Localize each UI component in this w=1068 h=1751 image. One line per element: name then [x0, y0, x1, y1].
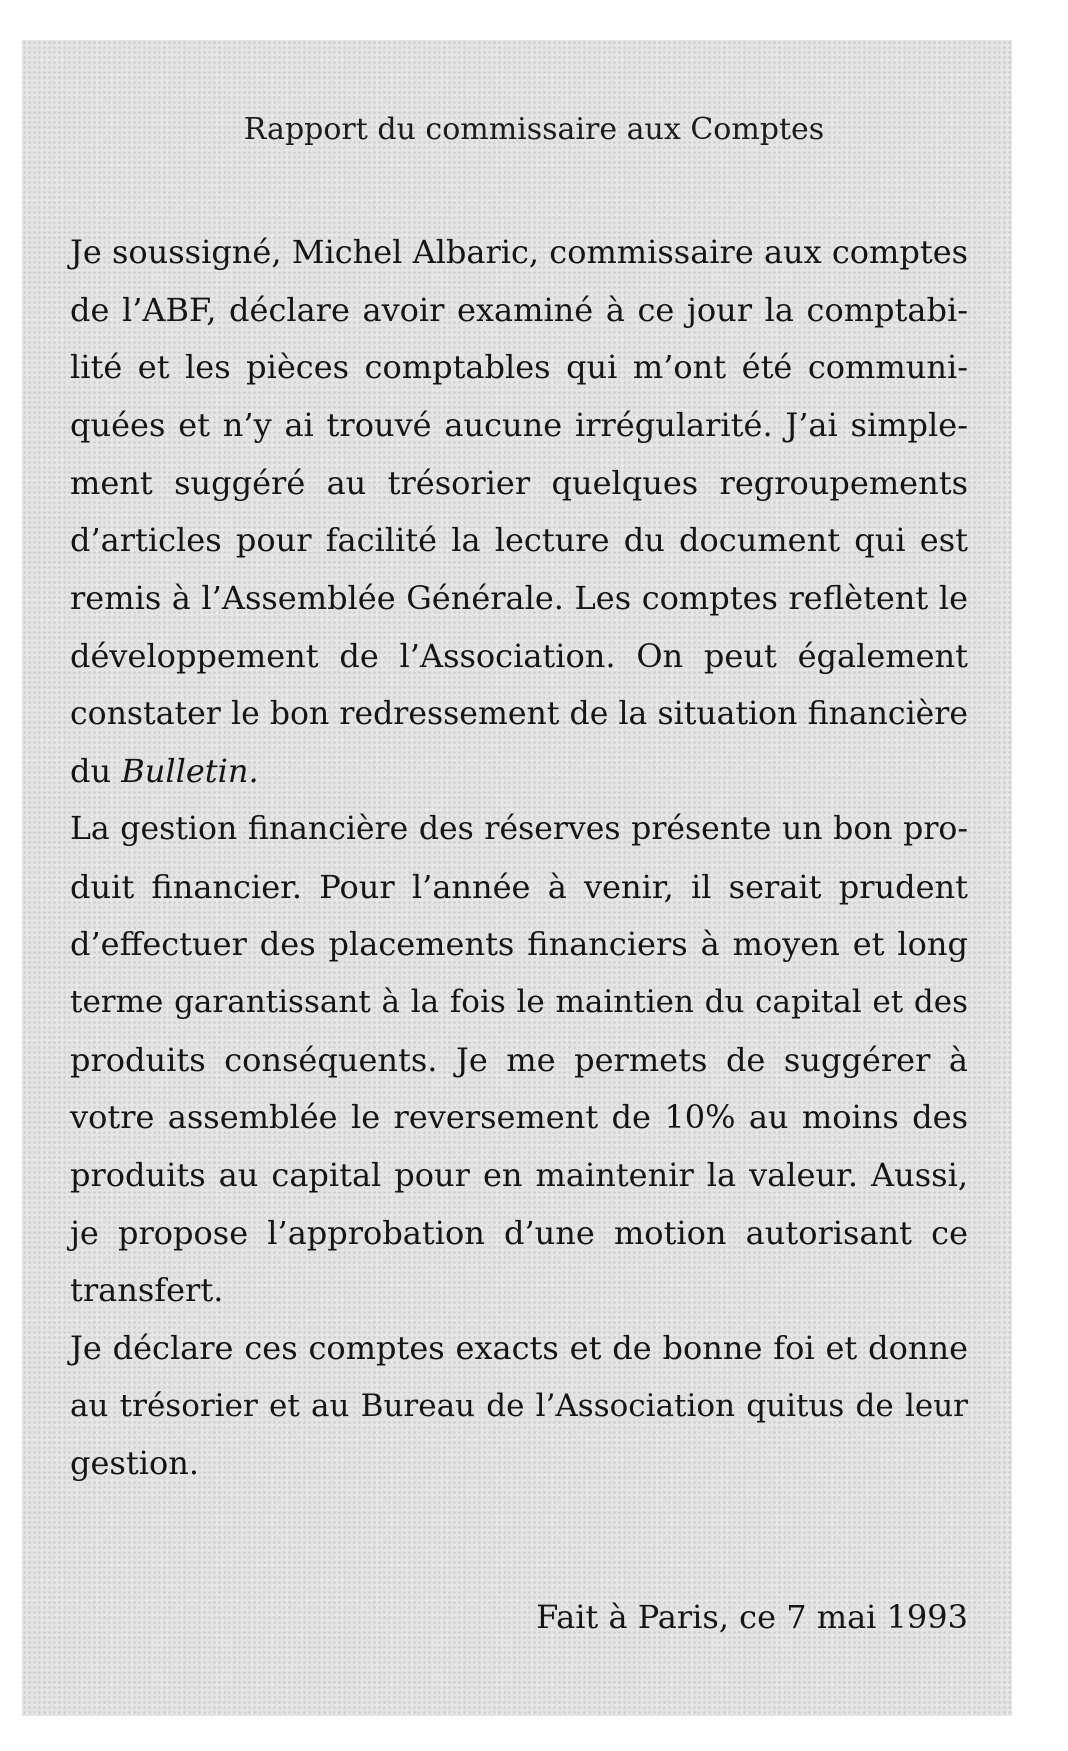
paragraph-2-line-1: La gestion financière des réserves présente un bon pro- — [70, 810, 968, 847]
paragraph-1-line-2: de l’ABF, déclare avoir examiné à ce jour la comptabi- — [70, 290, 968, 329]
paragraph-3-line-3: gestion. — [70, 1444, 199, 1483]
paragraph-1-line-3: lité et les pièces comptables qui m’ont été communi- — [70, 348, 968, 387]
paragraph-1-line-10 — [70, 743, 968, 801]
paragraph-1-line-1: Je soussigné, Michel Albaric, commissaire aux comptes — [70, 233, 969, 271]
paragraph-1-line-6: d’articles pour facilité la lecture du document qui est — [70, 521, 968, 560]
paragraph-1-line-8: développement de l’Association. On peut également — [70, 636, 968, 675]
document-title: Rapport du commissaire aux Comptes — [243, 112, 825, 147]
paragraph-2-line-4: terme garantissant à la fois le maintien du capital et des — [70, 983, 968, 1020]
paragraph-1-line-4: quées et n’y ai trouvé aucune irrégularité. J’ai simple- — [70, 406, 968, 445]
paragraph-2-line-3: d’effectuer des placements financiers à moyen et long — [70, 925, 968, 964]
paragraph-1-line-7: remis à l’Assemblée Générale. Les comptes reflètent le — [70, 579, 968, 618]
paragraph-2-line-7: produits au capital pour en maintenir la valeur. Aussi, — [70, 1156, 968, 1194]
paragraph-1-line-5: ment suggéré au trésorier quelques regroupements — [70, 463, 968, 502]
paragraph-2-line-2: duit financier. Pour l’année à venir, il serait prudent — [70, 867, 968, 906]
bulletin-title: Bulletin. — [121, 752, 259, 791]
paragraph-3-line-2: au trésorier et au Bureau de l’Association quitus de leur — [70, 1387, 968, 1424]
paragraph-2-line-6: votre assemblée le reversement de 10% au moins des — [70, 1098, 968, 1137]
paragraph-1-last-prefix: du — [70, 752, 122, 791]
paragraph-2-line-8: je propose l’approbation d’une motion autorisant ce — [70, 1213, 968, 1252]
paragraph-2-line-9: transfert. — [70, 1271, 224, 1310]
paragraph-1-line-9: constater le bon redressement de la situation financière — [70, 695, 968, 732]
paragraph-3-line-1: Je déclare ces comptes exacts et de bonne foi et donne — [70, 1329, 968, 1368]
paragraph-2-line-5: produits conséquents. Je me permets de suggérer à — [70, 1040, 968, 1079]
document-body — [70, 224, 968, 1493]
signature-line: Fait à Paris, ce 7 mai 1993 — [536, 1598, 968, 1636]
